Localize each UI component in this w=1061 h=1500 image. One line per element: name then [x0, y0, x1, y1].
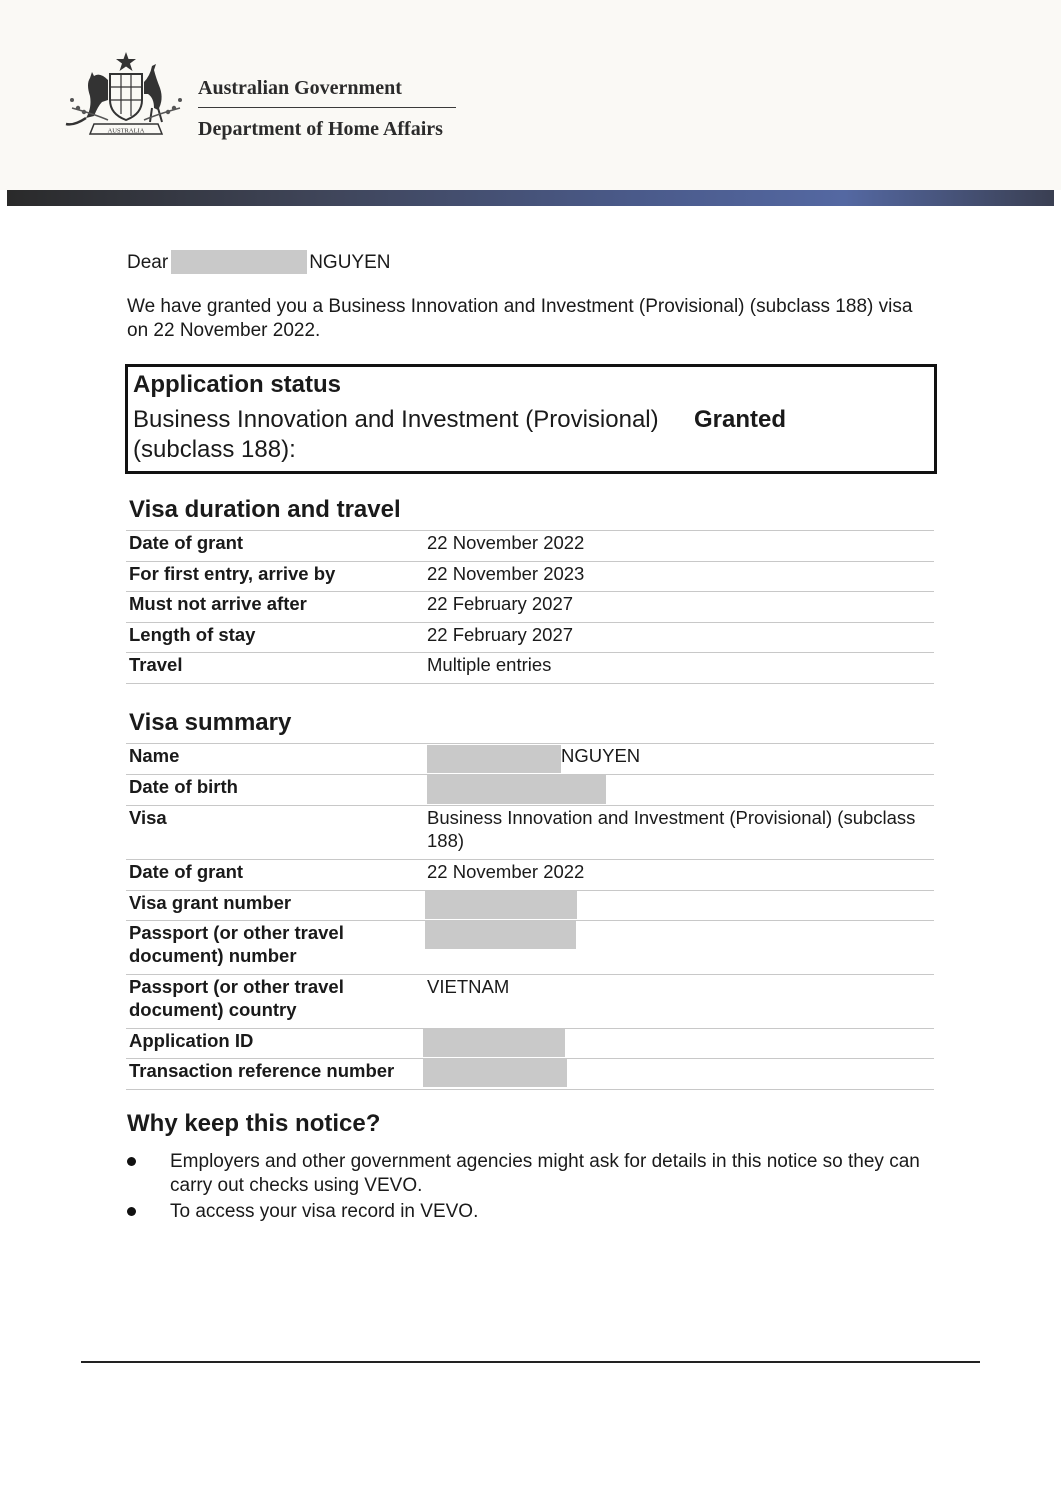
row-label: For first entry, arrive by: [126, 562, 427, 592]
row-value: 22 November 2022: [427, 860, 934, 891]
table-row: [126, 806, 934, 860]
table-row: [126, 562, 934, 592]
list-item: To access your visa record in VEVO.: [127, 1200, 927, 1224]
summary-surname: NGUYEN: [561, 745, 641, 766]
redacted-passport-number: [425, 921, 576, 949]
redacted-transaction-reference: [423, 1059, 567, 1087]
greeting: [127, 250, 390, 276]
summary-title: Visa summary: [129, 709, 292, 736]
intro-paragraph: We have granted you a Business Innovation and Investment (Provisional) (subclass 188) visa on 22 November 2022.: [127, 296, 913, 341]
application-status-value: Granted: [694, 406, 787, 433]
row-value: VIETNAM: [427, 975, 934, 1029]
table-row: [126, 1059, 934, 1090]
duration-table: [126, 530, 934, 684]
row-label: Date of grant: [126, 531, 427, 562]
row-value: 22 February 2027: [427, 623, 934, 653]
row-value: [427, 775, 934, 806]
application-status-visa: Business Innovation and Investment (Provisional) (subclass 188):: [133, 406, 659, 463]
row-label: Must not arrive after: [126, 592, 427, 623]
table-row: [126, 1029, 934, 1059]
crest-ribbon-text: AUSTRALIA: [107, 127, 145, 135]
row-label: Application ID: [126, 1029, 427, 1059]
row-label: Date of grant: [126, 860, 427, 891]
row-value: 22 November 2023: [427, 562, 934, 592]
row-label: Name: [126, 744, 427, 775]
row-label: Visa grant number: [126, 891, 427, 921]
greeting-word: Dear: [127, 252, 169, 273]
redacted-application-id: [423, 1029, 565, 1057]
row-value: Business Innovation and Investment (Provisional) (subclass 188): [427, 806, 934, 860]
application-status-title: Application status: [133, 371, 342, 398]
bullet-icon: [127, 1157, 136, 1166]
why-title: Why keep this notice?: [127, 1110, 381, 1137]
row-value: [427, 744, 934, 775]
department-name: Department of Home Affairs: [198, 118, 443, 140]
redacted-given-name: [171, 250, 307, 274]
row-label: Travel: [126, 653, 427, 684]
bullet-icon: [127, 1207, 136, 1216]
letterhead: [0, 0, 1061, 190]
table-row: [126, 891, 934, 921]
row-value: [427, 921, 934, 975]
row-value: 22 February 2027: [427, 592, 934, 623]
list-item: Employers and other government agencies might ask for details in this notice so they can carry out checks using VEVO.: [127, 1150, 927, 1198]
row-label: Visa: [126, 806, 427, 860]
duration-title: Visa duration and travel: [129, 496, 401, 523]
footer-divider: [81, 1361, 980, 1363]
government-name: Australian Government: [198, 77, 402, 99]
table-row: [126, 860, 934, 891]
why-list: [127, 1150, 927, 1226]
summary-table: [126, 743, 934, 1090]
header-divider: [198, 107, 456, 108]
row-value: Multiple entries: [427, 653, 934, 684]
header-color-band: [7, 190, 1054, 206]
table-row: [126, 744, 934, 775]
row-value: 22 November 2022: [427, 531, 934, 562]
row-label: Date of birth: [126, 775, 427, 806]
row-label: Passport (or other travel document) country: [126, 975, 427, 1029]
table-row: [126, 975, 934, 1029]
row-label: Length of stay: [126, 623, 427, 653]
redacted-date-of-birth: [427, 775, 606, 804]
table-row: [126, 775, 934, 806]
greeting-surname: NGUYEN: [309, 252, 391, 273]
row-value: [427, 1029, 934, 1059]
table-row: [126, 592, 934, 623]
redacted-visa-grant-number: [425, 891, 577, 919]
redacted-given-name: [427, 745, 561, 773]
table-row: [126, 921, 934, 975]
coat-of-arms-icon: [64, 50, 188, 142]
row-label: Passport (or other travel document) number: [126, 921, 427, 975]
table-row: [126, 653, 934, 684]
row-value: [427, 891, 934, 921]
application-status-box: [125, 364, 937, 474]
row-label: Transaction reference number: [126, 1059, 427, 1090]
table-row: [126, 623, 934, 653]
table-row: [126, 531, 934, 562]
row-value: [427, 1059, 934, 1090]
